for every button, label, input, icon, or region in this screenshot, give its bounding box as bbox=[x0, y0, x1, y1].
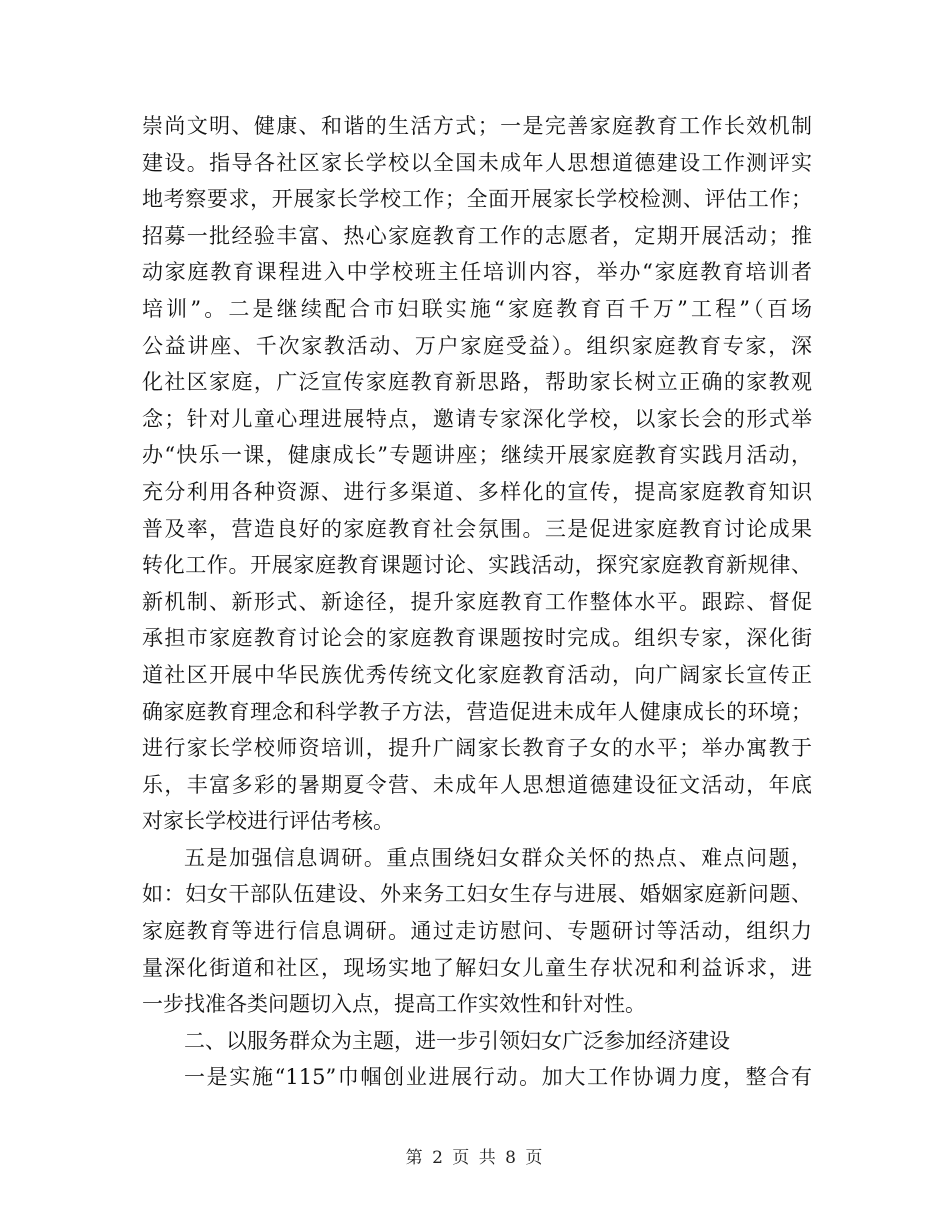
text-line: 进行家长学校师资培训，提升广阔家长教育子女的水平；举办寓教于 bbox=[142, 736, 812, 761]
text-line: 动家庭教育课程进入中学校班主任培训内容，举办“家庭教育培训者 bbox=[142, 260, 812, 285]
text-line: 如：妇女干部队伍建设、外来务工妇女生存与进展、婚姻家庭新问题、 bbox=[142, 882, 812, 907]
text-line: 确家庭教育理念和科学教子方法，营造促进未成年人健康成长的环境； bbox=[142, 699, 812, 724]
text-line: 转化工作。开展家庭教育课题讨论、实践活动，探究家庭教育新规律、 bbox=[142, 553, 812, 578]
text-line: 承担市家庭教育讨论会的家庭教育课题按时完成。组织专家，深化街 bbox=[142, 626, 812, 651]
text-line: 普及率，营造良好的家庭教育社会氛围。三是促进家庭教育讨论成果 bbox=[142, 516, 812, 541]
text-line: 新机制、新形式、新途径，提升家庭教育工作整体水平。跟踪、督促 bbox=[142, 589, 812, 614]
text-line: 办“快乐一课，健康成长”专题讲座；继续开展家庭教育实践月活动， bbox=[142, 443, 812, 468]
text-line: 地考察要求，开展家长学校工作；全面开展家长学校检测、评估工作； bbox=[142, 187, 812, 212]
text-line: 充分利用各种资源、进行多渠道、多样化的宣传，提高家庭教育知识 bbox=[142, 479, 812, 504]
text-line: 一是实施“115”巾帼创业进展行动。加大工作协调力度，整合有 bbox=[184, 1065, 812, 1090]
text-line: 崇尚文明、健康、和谐的生活方式；一是完善家庭教育工作长效机制 bbox=[142, 114, 812, 138]
text-line: 念；针对儿童心理进展特点，邀请专家深化学校，以家长会的形式举 bbox=[142, 406, 812, 431]
text-line: 化社区家庭，广泛宣传家庭教育新思路，帮助家长树立正确的家教观 bbox=[142, 370, 812, 395]
text-line: 招募一批经验丰富、热心家庭教育工作的志愿者，定期开展活动；推 bbox=[142, 223, 812, 248]
text-line: 道社区开展中华民族优秀传统文化家庭教育活动，向广阔家长宣传正 bbox=[142, 662, 812, 687]
text-line: 公益讲座、千次家教活动、万户家庭受益）。组织家庭教育专家，深 bbox=[142, 333, 812, 358]
text-line: 量深化街道和社区，现场实地了解妇女儿童生存状况和利益诉求，进 bbox=[142, 955, 812, 980]
text-line: 建设。指导各社区家长学校以全国未成年人思想道德建设工作测评实 bbox=[142, 150, 812, 175]
text-line: 一步找准各类问题切入点，提高工作实效性和针对性。 bbox=[142, 992, 646, 1017]
text-line: 二、以服务群众为主题，进一步引领妇女广泛参加经济建设 bbox=[184, 1028, 730, 1053]
text-line: 家庭教育等进行信息调研。通过走访慰问、专题研讨等活动，组织力 bbox=[142, 919, 812, 944]
text-line: 培训”。二是继续配合市妇联实施“家庭教育百千万”工程”（百场 bbox=[142, 296, 812, 321]
text-line: 乐，丰富多彩的暑期夏令营、未成年人思想道德建设征文活动，年底 bbox=[142, 772, 812, 797]
page-number-footer: 第 2 页 共 8 页 bbox=[405, 1148, 545, 1168]
text-line: 对家长学校进行评估考核。 bbox=[142, 809, 394, 834]
text-line: 五是加强信息调研。重点围绕妇女群众关怀的热点、难点问题， bbox=[184, 845, 812, 870]
body-text bbox=[142, 108, 812, 1096]
